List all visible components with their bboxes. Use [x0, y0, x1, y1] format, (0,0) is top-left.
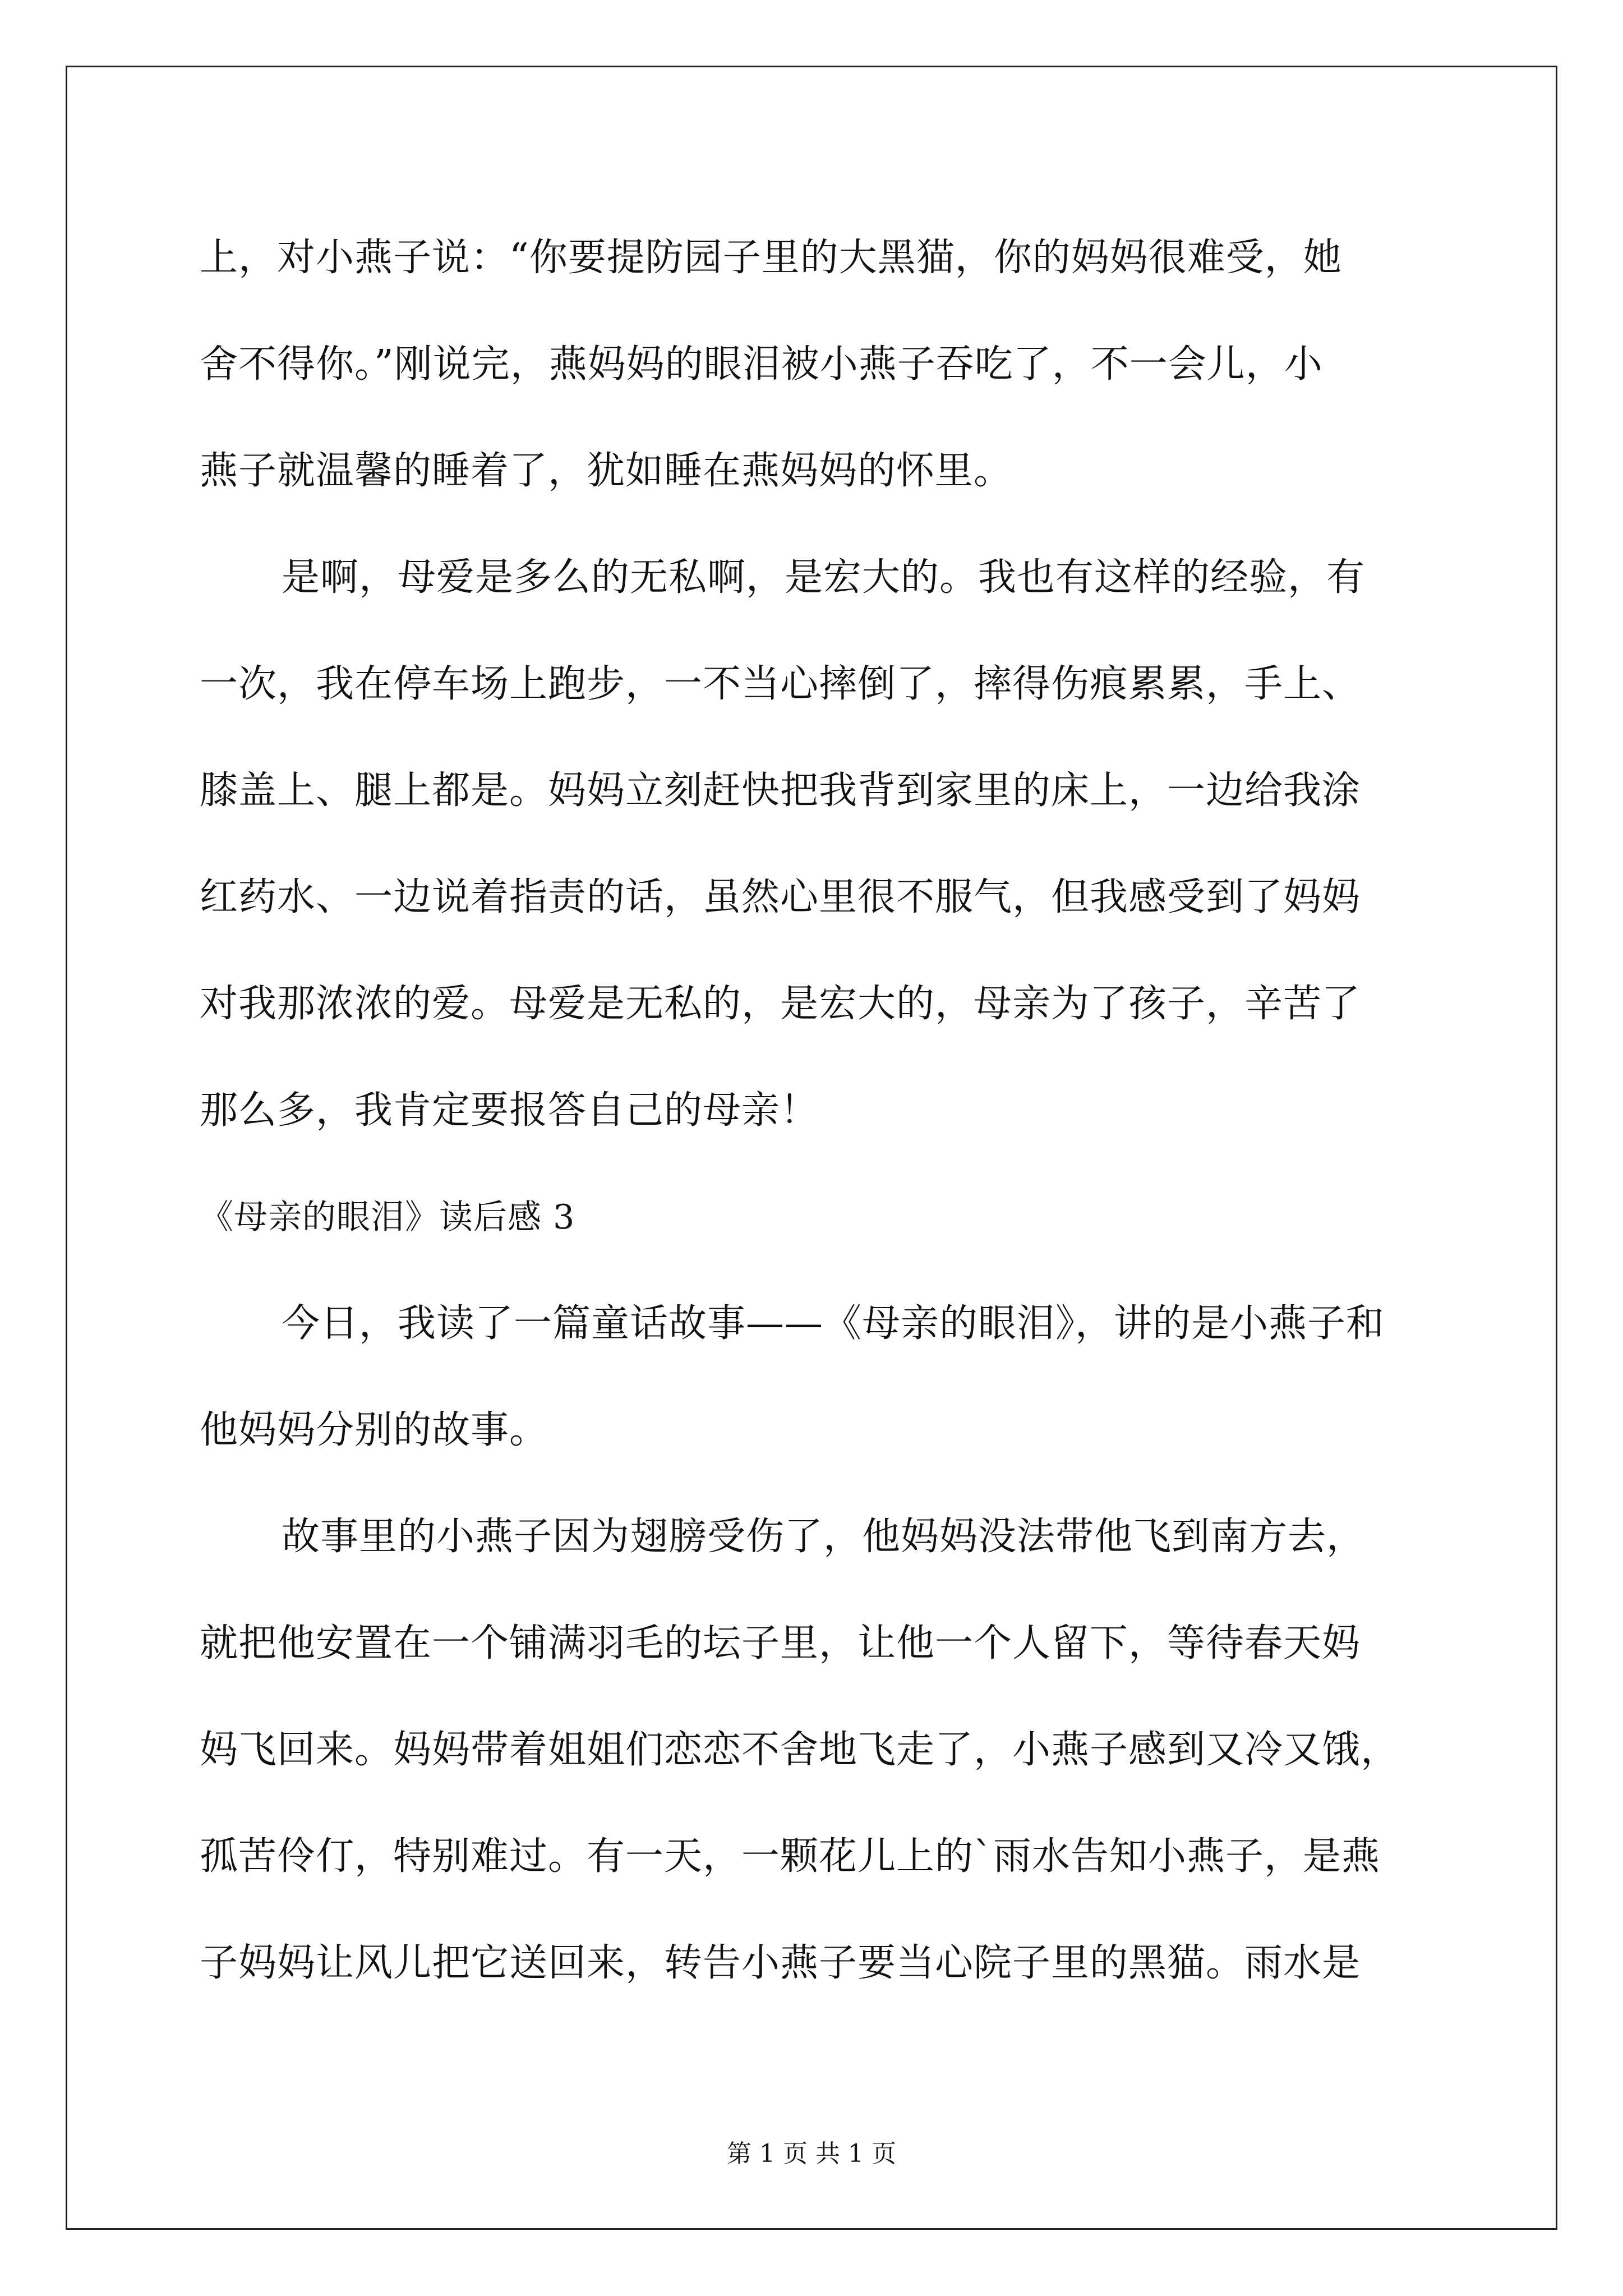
text-line-16: 孤苦伶仃，特别难过。有一天，一颗花儿上的`雨水告知小燕子，是燕 — [200, 1834, 1381, 1879]
page-number-footer: 第 1 页 共 1 页 — [727, 2139, 896, 2168]
text-line-17: 子妈妈让风儿把它送回来，转告小燕子要当心院子里的黑猫。雨水是 — [200, 1941, 1361, 1985]
text-line-12: 他妈妈分别的故事。 — [200, 1408, 548, 1452]
text-line-2: 舍不得你。”刚说完，燕妈妈的眼泪被小燕子吞吃了，不一会儿，小 — [200, 342, 1323, 386]
text-line-1: 上，对小燕子说：“你要提防园子里的大黑猫，你的妈妈很难受，她 — [200, 236, 1342, 280]
text-line-9: 那么多，我肯定要报答自己的母亲！ — [200, 1088, 819, 1133]
text-line-14: 就把他安置在一个铺满羽毛的坛子里，让他一个人留下，等待春天妈 — [200, 1621, 1361, 1665]
section-heading: 《母亲的眼泪》读后感 3 — [200, 1198, 575, 1237]
document-body — [200, 205, 1422, 2017]
text-line-3: 燕子就温馨的睡着了，犹如睡在燕妈妈的怀里。 — [200, 449, 1013, 493]
paragraph-start-line: 今日，我读了一篇童话故事——《母亲的眼泪》，讲的是小燕子和 — [282, 1301, 1385, 1346]
paragraph-start-line: 故事里的小燕子因为翅膀受伤了，他妈妈没法带他飞到南方去， — [282, 1515, 1366, 1559]
paragraph-start-line: 是啊，母爱是多么的无私啊，是宏大的。我也有这样的经验，有 — [282, 555, 1366, 600]
text-line-8: 对我那浓浓的爱。母爱是无私的，是宏大的，母亲为了孩子，辛苦了 — [200, 982, 1361, 1026]
text-line-7: 红药水、一边说着指责的话，虽然心里很不服气，但我感受到了妈妈 — [200, 875, 1361, 919]
text-line-15: 妈飞回来。妈妈带着姐姐们恋恋不舍地飞走了，小燕子感到又冷又饿， — [200, 1728, 1400, 1772]
text-line-5: 一次，我在停车场上跑步，一不当心摔倒了，摔得伤痕累累，手上、 — [200, 662, 1361, 706]
text-line-6: 膝盖上、腿上都是。妈妈立刻赶快把我背到家里的床上，一边给我涂 — [200, 769, 1361, 813]
